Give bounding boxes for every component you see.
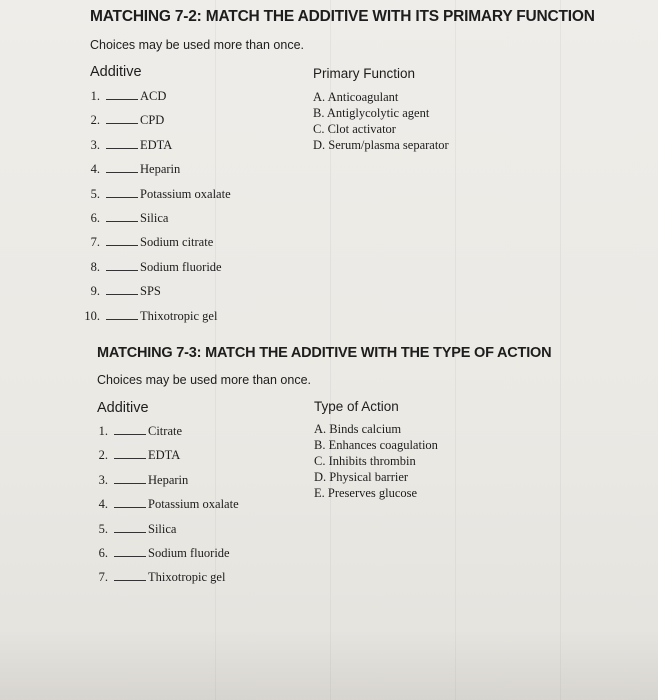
- list-item: 8. Sodium fluoride: [90, 259, 222, 274]
- bleed-through-line: [560, 0, 561, 700]
- answer-blank[interactable]: [106, 294, 138, 295]
- answer-blank[interactable]: [106, 172, 138, 173]
- list-item: 6. Sodium fluoride: [98, 545, 230, 560]
- answer-blank[interactable]: [106, 245, 138, 246]
- answer-blank[interactable]: [114, 507, 146, 508]
- answer-blank[interactable]: [106, 221, 138, 222]
- type-of-action-options: [314, 421, 438, 501]
- section-title: MATCHING 7-2: MATCH THE ADDITIVE WITH ITS PRIMARY FUNCTION: [90, 8, 595, 25]
- list-item: 7. Thixotropic gel: [98, 570, 226, 585]
- answer-blank[interactable]: [106, 123, 138, 124]
- option-item: A. Binds calcium: [314, 422, 402, 436]
- type-of-action-column-header: Type of Action: [314, 399, 399, 414]
- matching-7-3-section: [97, 345, 551, 387]
- option-item: B. Antiglycolytic agent: [313, 106, 430, 120]
- primary-function-column-header: Primary Function: [313, 66, 416, 81]
- section-title: MATCHING 7-3: MATCH THE ADDITIVE WITH THE TYPE OF ACTION: [97, 345, 552, 361]
- list-item: 2. CPD: [90, 113, 165, 128]
- answer-blank[interactable]: [114, 580, 146, 581]
- option-item: D. Serum/plasma separator: [313, 138, 449, 152]
- additive-list-7-2: [78, 89, 231, 333]
- list-item: 4. Potassium oxalate: [98, 497, 239, 512]
- list-item: 10. Thixotropic gel: [84, 308, 218, 323]
- answer-blank[interactable]: [106, 197, 138, 198]
- list-item: 4. Heparin: [90, 162, 181, 177]
- list-item: 5. Potassium oxalate: [90, 186, 231, 201]
- additive-list-7-3: [86, 424, 239, 595]
- list-item: 3. EDTA: [90, 137, 173, 152]
- answer-blank[interactable]: [106, 319, 138, 320]
- answer-blank[interactable]: [106, 148, 138, 149]
- option-item: C. Inhibits thrombin: [314, 454, 416, 468]
- answer-blank[interactable]: [106, 270, 138, 271]
- answer-blank[interactable]: [114, 434, 146, 435]
- answer-blank[interactable]: [114, 532, 146, 533]
- answer-blank[interactable]: [114, 556, 146, 557]
- option-item: E. Preserves glucose: [314, 486, 418, 500]
- option-item: A. Anticoagulant: [313, 90, 399, 104]
- matching-7-2-section: [90, 8, 595, 52]
- option-item: C. Clot activator: [313, 122, 396, 136]
- list-item: 2. EDTA: [98, 448, 181, 463]
- answer-blank[interactable]: [114, 483, 146, 484]
- section-note: Choices may be used more than once.: [97, 373, 312, 387]
- additive-column-header: Additive: [90, 64, 142, 80]
- list-item: 9. SPS: [90, 284, 161, 299]
- additive-column-header: Additive: [97, 400, 149, 416]
- option-item: B. Enhances coagulation: [314, 438, 438, 452]
- list-item: 3. Heparin: [98, 472, 189, 487]
- section-note: Choices may be used more than once.: [90, 38, 305, 52]
- list-item: 1. ACD: [90, 89, 167, 103]
- list-item: 1. Citrate: [98, 424, 183, 438]
- answer-blank[interactable]: [106, 99, 138, 100]
- page-shadow: [0, 630, 658, 700]
- list-item: 5. Silica: [98, 521, 177, 536]
- primary-function-options: [313, 89, 449, 153]
- answer-blank[interactable]: [114, 458, 146, 459]
- list-item: 7. Sodium citrate: [90, 235, 214, 250]
- list-item: 6. Silica: [90, 210, 169, 225]
- option-item: D. Physical barrier: [314, 470, 409, 484]
